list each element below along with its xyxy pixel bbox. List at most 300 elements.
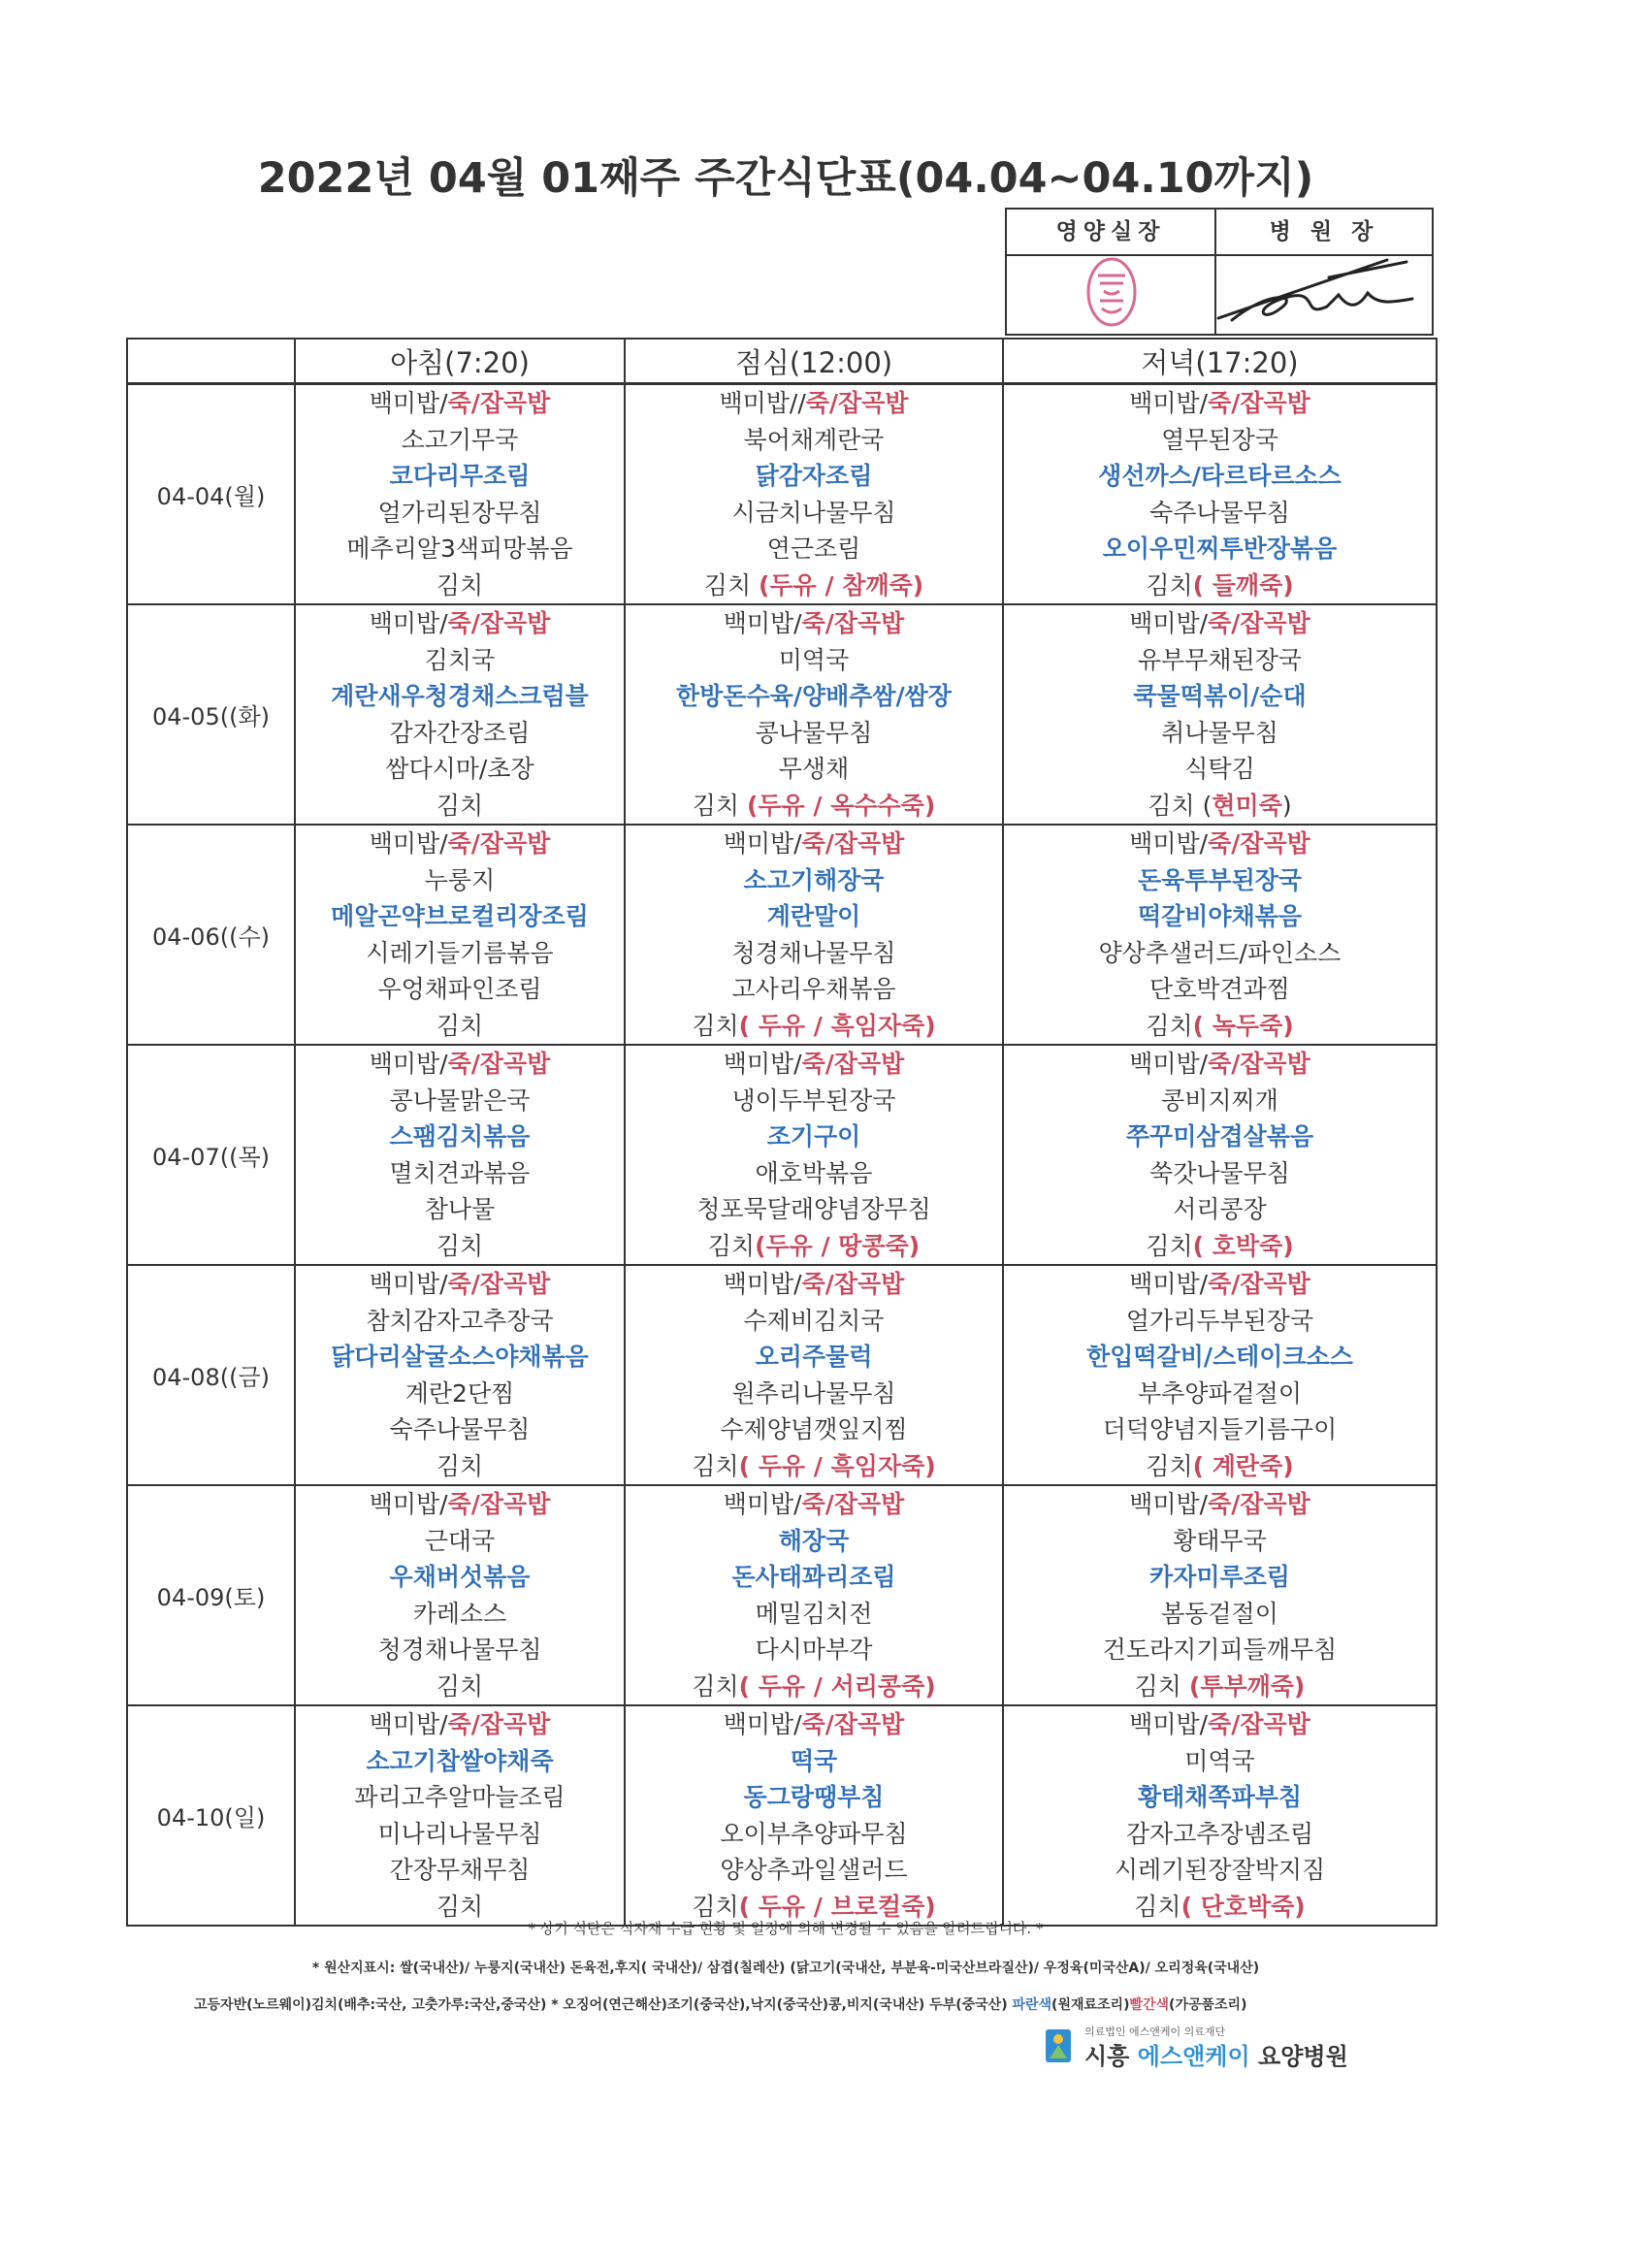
menu-item <box>626 715 1002 752</box>
menu-item-text: 백미밥/ <box>369 389 448 417</box>
menu-item-text: 백미밥/ <box>369 1050 448 1078</box>
menu-item-alt: ( 두유 / 브로컬죽) <box>738 1892 936 1921</box>
menu-item <box>1004 1118 1436 1155</box>
menu-item-text: 메추리알3색피망볶음 <box>346 535 573 563</box>
menu-item <box>1004 422 1436 459</box>
meal-cell-dinner <box>1003 604 1437 825</box>
menu-item-text: 김치 <box>436 1892 484 1921</box>
menu-item-text: 참치감자고추장국 <box>366 1306 554 1335</box>
menu-item <box>626 1706 1002 1743</box>
menu-item-alt: ( 호박죽) <box>1192 1231 1294 1260</box>
menu-item <box>626 567 1002 604</box>
menu-item <box>1004 1632 1436 1669</box>
menu-item-text: 김치국 <box>424 645 496 674</box>
menu-item-text: 동그랑땡부침 <box>743 1783 885 1811</box>
meal-cell-lunch <box>625 384 1003 605</box>
menu-item <box>626 1486 1002 1523</box>
menu-item <box>296 1852 624 1889</box>
menu-item-text: 부추양파겉절이 <box>1137 1378 1303 1408</box>
menu-item-text: 김치 <box>692 1011 739 1040</box>
menu-item <box>296 1339 624 1376</box>
menu-item <box>296 715 624 752</box>
menu-item-text: 떡국 <box>790 1746 838 1775</box>
blue-legend-desc: (원재료조리) <box>1051 1997 1130 2013</box>
menu-item-text: 메밀김치전 <box>755 1599 873 1628</box>
menu-item-text: 메알곤약브로컬리장조림 <box>331 902 589 930</box>
menu-item <box>1004 826 1436 862</box>
menu-item-text: 유부무채된장국 <box>1137 645 1303 674</box>
menu-item-text: 코다리무조림 <box>389 462 531 490</box>
menu-item-text: 김치 <box>436 791 484 820</box>
menu-item <box>1004 1266 1436 1303</box>
menu-item <box>1004 1083 1436 1119</box>
menu-item <box>1004 458 1436 495</box>
day-date: 04-06((수) <box>127 825 295 1045</box>
menu-item-text: 감자고추장녬조림 <box>1125 1819 1314 1848</box>
menu-item-text: 김치 <box>707 1231 756 1260</box>
menu-item-text: 식탁김 <box>1184 755 1255 783</box>
menu-item <box>1004 605 1436 642</box>
menu-item <box>296 1779 624 1816</box>
menu-item-text: 김치 <box>1146 1451 1193 1480</box>
menu-item-alt: 죽/잡곡밥 <box>1208 389 1310 417</box>
meal-cell-dinner <box>1003 1705 1437 1926</box>
menu-item <box>296 971 624 1008</box>
meal-cell-lunch <box>625 604 1003 825</box>
menu-item <box>1004 862 1436 899</box>
menu-item <box>1004 1816 1436 1853</box>
menu-item <box>626 1191 1002 1228</box>
menu-item-text: 김치 <box>1146 1011 1193 1040</box>
menu-item <box>296 788 624 825</box>
menu-item-alt: 죽/잡곡밥 <box>447 829 551 858</box>
menu-item <box>1004 1046 1436 1083</box>
menu-item <box>296 458 624 495</box>
menu-item <box>626 751 1002 788</box>
menu-item-alt: 죽/잡곡밥 <box>801 1270 905 1298</box>
table-row <box>127 384 1437 605</box>
menu-item-text: 오이우민찌투반장볶음 <box>1102 535 1338 563</box>
menu-item <box>1004 1706 1436 1743</box>
menu-item-text: 오리주물럭 <box>755 1343 873 1371</box>
menu-item-text: 김치 <box>692 791 747 820</box>
menu-item-alt: 죽/잡곡밥 <box>1208 1050 1310 1078</box>
menu-item <box>296 1523 624 1560</box>
menu-item <box>1004 1339 1436 1376</box>
menu-item-alt: 죽/잡곡밥 <box>447 1710 551 1738</box>
menu-item-text: 멸치견과볶음 <box>389 1158 531 1187</box>
menu-item-text: 청경채나물무침 <box>731 938 896 967</box>
day-date: 04-10(일) <box>127 1705 295 1926</box>
weekly-menu-table <box>126 338 1438 1927</box>
menu-item-text: 백미밥/ <box>1129 1710 1209 1738</box>
meal-cell-breakfast <box>295 825 625 1045</box>
menu-item-text: 돈육투부된장국 <box>1137 865 1303 894</box>
menu-item <box>1004 1743 1436 1780</box>
menu-item-text: 더덕양념지들기름구이 <box>1102 1415 1338 1443</box>
menu-item-text: 콩나물맑은국 <box>389 1085 531 1115</box>
menu-item-text: 백미밥/ <box>723 1270 802 1298</box>
meal-cell-lunch <box>625 825 1003 1045</box>
menu-item-alt: ( 두유 / 흑임자죽) <box>738 1451 936 1480</box>
menu-item-alt: (투부깨죽) <box>1188 1671 1306 1701</box>
menu-item-alt: 죽/잡곡밥 <box>1208 609 1310 637</box>
menu-item-alt: 죽/잡곡밥 <box>447 609 551 637</box>
menu-item <box>296 1448 624 1485</box>
menu-item-text: 쑥갓나물무침 <box>1149 1158 1290 1187</box>
menu-item <box>1004 971 1436 1008</box>
menu-item <box>1004 1523 1436 1560</box>
table-row <box>127 604 1437 825</box>
menu-item <box>626 1632 1002 1669</box>
day-date: 04-04(월) <box>127 384 295 605</box>
menu-item <box>626 1669 1002 1705</box>
menu-item <box>1004 935 1436 972</box>
menu-item <box>296 862 624 899</box>
menu-item <box>626 678 1002 715</box>
hospital-logo-icon <box>1044 2025 1073 2064</box>
menu-item-text: 오이부추양파무침 <box>720 1819 908 1848</box>
menu-item-text: 스팸김치볶음 <box>389 1122 531 1150</box>
menu-item <box>296 1083 624 1119</box>
menu-item-text: 떡갈비야채볶음 <box>1137 902 1303 930</box>
meal-cell-breakfast <box>295 604 625 825</box>
menu-item <box>296 642 624 679</box>
menu-item-text: 참나물 <box>424 1195 496 1223</box>
menu-item-suffix: ) <box>1281 791 1292 820</box>
menu-item-alt: 죽/잡곡밥 <box>447 1490 551 1518</box>
day-date: 04-07((목) <box>127 1045 295 1265</box>
page-title: 2022년 04월 01째주 주간식단표(04.04~04.10까지) <box>257 154 1314 203</box>
menu-item-text: 계란2단찜 <box>404 1378 515 1408</box>
header-dinner: 저녁(17:20) <box>1003 339 1437 384</box>
menu-item-alt: 죽/잡곡밥 <box>1208 1710 1310 1738</box>
menu-item <box>296 1046 624 1083</box>
menu-item-text: 북어채계란국 <box>743 425 885 454</box>
meal-cell-breakfast <box>295 1045 625 1265</box>
table-row <box>127 1705 1437 1926</box>
menu-item-text: 근대국 <box>424 1526 496 1555</box>
menu-item-text: 시금치나물무침 <box>731 498 896 527</box>
menu-item-text: 닭감자조림 <box>755 462 873 490</box>
header-breakfast: 아침(7:20) <box>295 339 625 384</box>
menu-item <box>296 1118 624 1155</box>
menu-item <box>296 678 624 715</box>
menu-item-text: 양상추과일샐러드 <box>720 1856 908 1884</box>
day-date: 04-09(토) <box>127 1485 295 1705</box>
menu-item <box>626 531 1002 567</box>
menu-item <box>626 1008 1002 1045</box>
menu-item <box>626 1596 1002 1633</box>
menu-item <box>296 826 624 862</box>
meal-cell-dinner <box>1003 1265 1437 1485</box>
menu-item-alt: 죽/잡곡밥 <box>447 389 551 417</box>
menu-item <box>296 1155 624 1192</box>
menu-item-text: 서리콩장 <box>1173 1195 1267 1223</box>
menu-item-alt: 죽/잡곡밥 <box>801 829 905 858</box>
menu-item-text: 조기구이 <box>766 1122 861 1150</box>
menu-item-text: 쿡물떡볶이/순대 <box>1133 682 1307 710</box>
menu-item-text: 취나물무침 <box>1161 718 1278 747</box>
menu-item <box>1004 1559 1436 1596</box>
menu-item-text: 누룽지 <box>424 865 496 894</box>
menu-item <box>296 898 624 935</box>
menu-item <box>1004 1669 1436 1705</box>
meal-cell-breakfast <box>295 1485 625 1705</box>
header-blank <box>127 339 295 384</box>
menu-item-text: 백미밥/ <box>723 829 802 858</box>
menu-item-text: 백미밥/ <box>1129 609 1209 637</box>
menu-item-alt: ( 들깨죽) <box>1192 570 1294 599</box>
menu-item-text: 청경채나물무침 <box>377 1636 542 1664</box>
menu-item-text: 간장무채무침 <box>389 1856 531 1884</box>
menu-item-text: 연근조림 <box>766 535 861 563</box>
menu-item-text: 계란새우청경채스크럼블 <box>331 682 589 710</box>
menu-item <box>626 826 1002 862</box>
menu-item <box>296 935 624 972</box>
menu-item <box>626 385 1002 422</box>
menu-item <box>1004 1191 1436 1228</box>
menu-item-text: 김치 ( <box>1148 791 1212 820</box>
meal-cell-dinner <box>1003 825 1437 1045</box>
menu-item-text: 청포묵달래양념장무침 <box>696 1195 931 1223</box>
menu-item <box>1004 898 1436 935</box>
menu-item-text: 소고기해장국 <box>743 865 885 894</box>
menu-item-text: 김치 <box>692 1892 739 1921</box>
menu-item <box>296 1596 624 1633</box>
menu-item-text: 애호박볶음 <box>755 1158 873 1187</box>
table-row <box>127 1265 1437 1485</box>
menu-item <box>626 1523 1002 1560</box>
menu-item <box>296 1706 624 1743</box>
menu-item-text: 감자간장조림 <box>389 718 531 747</box>
menu-item-alt: 죽/잡곡밥 <box>447 1050 551 1078</box>
menu-item <box>296 1008 624 1045</box>
menu-item-text: 건도라지기피들깨무침 <box>1102 1636 1338 1664</box>
blue-legend: 파란색 <box>1012 1997 1052 2013</box>
meal-cell-breakfast <box>295 1265 625 1485</box>
red-legend-desc: (가공품조리) <box>1169 1997 1247 2013</box>
menu-item <box>1004 1411 1436 1448</box>
menu-item <box>626 1852 1002 1889</box>
menu-item-text: 김치 <box>1146 1231 1193 1260</box>
menu-item-text: 원추리나물무침 <box>731 1378 896 1408</box>
menu-item <box>1004 567 1436 604</box>
menu-item <box>626 642 1002 679</box>
hospital-logo <box>1044 2024 1348 2070</box>
menu-item-alt: 죽/잡곡밥 <box>1208 829 1310 858</box>
director-signature <box>1212 250 1416 338</box>
menu-item-text: 김치 <box>1134 1892 1181 1921</box>
menu-item-text: 다시마부각 <box>755 1636 873 1664</box>
menu-item <box>296 531 624 567</box>
day-date: 04-08((금) <box>127 1265 295 1485</box>
menu-item <box>626 1266 1002 1303</box>
menu-item <box>626 422 1002 459</box>
menu-item-text: 백미밥/ <box>369 1270 448 1298</box>
menu-item-text: 백미밥/ <box>723 1710 802 1738</box>
menu-item <box>296 1191 624 1228</box>
menu-item-alt: 죽/잡곡밥 <box>801 1050 905 1078</box>
menu-item <box>626 1779 1002 1816</box>
menu-item-text: 김치 <box>703 570 760 599</box>
menu-item <box>626 1339 1002 1376</box>
menu-item-text: 콩나물무침 <box>755 718 873 747</box>
menu-item-alt: (두유 / 참깨죽) <box>759 570 924 599</box>
menu-item-alt: 죽/잡곡밥 <box>805 389 909 417</box>
menu-item-text: 우채버섯볶음 <box>389 1563 531 1591</box>
menu-item <box>626 1376 1002 1412</box>
menu-item-alt: 죽/잡곡밥 <box>447 1270 551 1298</box>
red-legend: 빨간색 <box>1129 1997 1170 2013</box>
menu-item <box>626 458 1002 495</box>
menu-item <box>626 1083 1002 1119</box>
menu-item <box>296 495 624 532</box>
menu-item-text: 냉이두부된장국 <box>731 1085 896 1115</box>
table-row <box>127 825 1437 1045</box>
approval-header-nutrition-chief: 영양실장 <box>1007 210 1216 256</box>
menu-item-text: 김치 <box>1146 570 1193 599</box>
menu-item-text: 수제양념깻잎지찜 <box>720 1415 908 1443</box>
menu-item <box>626 1303 1002 1340</box>
menu-item-text: 미역국 <box>1184 1746 1255 1775</box>
menu-item <box>626 495 1002 532</box>
menu-item-text: 백미밥// <box>719 389 806 417</box>
menu-item <box>626 605 1002 642</box>
menu-item <box>296 1228 624 1265</box>
menu-item <box>296 422 624 459</box>
menu-item-alt: (두유 / 땅콩죽) <box>755 1231 921 1260</box>
menu-item-text: 시레기들기름볶음 <box>366 938 554 967</box>
menu-item <box>626 1816 1002 1853</box>
menu-item <box>1004 1228 1436 1265</box>
meal-cell-dinner <box>1003 384 1437 605</box>
menu-item <box>1004 1008 1436 1045</box>
menu-item-text: 백미밥/ <box>369 829 448 858</box>
menu-item <box>1004 531 1436 567</box>
menu-item <box>296 1486 624 1523</box>
hospital-foundation-text: 의료법인 에스앤케이 의료재단 <box>1084 2025 1226 2038</box>
red-seal-stamp <box>1083 254 1141 330</box>
menu-item-alt: (두유 / 옥수수죽) <box>746 791 936 820</box>
table-row <box>127 1045 1437 1265</box>
menu-item-text: 얼가리두부된장국 <box>1125 1306 1314 1335</box>
menu-item-text: 김치 <box>436 570 484 599</box>
menu-item-text: 쭈꾸미삼겹살볶음 <box>1125 1122 1314 1150</box>
menu-item-alt: ( 단호박죽) <box>1180 1892 1306 1921</box>
menu-item <box>1004 385 1436 422</box>
meal-cell-lunch <box>625 1705 1003 1926</box>
meal-cell-breakfast <box>295 384 625 605</box>
menu-item-alt: ( 두유 / 흑임자죽) <box>738 1011 936 1040</box>
menu-item-text: 한방돈수육/양배추쌈/쌈장 <box>676 682 952 710</box>
menu-item-text: 백미밥/ <box>369 1710 448 1738</box>
menu-item-text: 백미밥/ <box>1129 1270 1209 1298</box>
menu-item-text: 소고기찹쌀야채죽 <box>366 1746 554 1775</box>
menu-item-text: 숙주나물무침 <box>389 1415 531 1443</box>
menu-item <box>296 1632 624 1669</box>
menu-item-text: 백미밥/ <box>1129 1050 1209 1078</box>
meal-cell-lunch <box>625 1265 1003 1485</box>
menu-item-text: 쌈다시마/초장 <box>385 755 534 783</box>
menu-item-text: 백미밥/ <box>369 609 448 637</box>
menu-item-text: 김치 <box>692 1671 739 1701</box>
menu-item-text: 봄동겉절이 <box>1161 1599 1278 1628</box>
meal-cell-dinner <box>1003 1045 1437 1265</box>
origin-text: 고등자반(노르웨이)김치(배추:국산, 고춧가루:국산,중국산) * 오징어(연근해산)조기(중국산),낙지(중국산)콩,비지(국내산) 두부(중국산) <box>194 1997 1013 2013</box>
menu-item-text: 백미밥/ <box>1129 389 1209 417</box>
menu-item <box>296 1816 624 1853</box>
menu-item-text: 생선까스/타르타르소스 <box>1098 462 1342 490</box>
change-notice: * 상기 식단은 식자재 수급 현황 및 일정에 의해 변경될 수 있음을 알려드립니다. * <box>528 1920 1044 1937</box>
menu-item-text: 돈사태꽈리조림 <box>731 1563 896 1591</box>
menu-item <box>296 751 624 788</box>
menu-item <box>626 1155 1002 1192</box>
menu-item-text: 백미밥/ <box>369 1490 448 1518</box>
menu-item-alt: 죽/잡곡밥 <box>801 609 905 637</box>
menu-item <box>296 1376 624 1412</box>
menu-item <box>1004 642 1436 679</box>
menu-item-text: 수제비김치국 <box>743 1306 885 1335</box>
meal-cell-dinner <box>1003 1485 1437 1705</box>
menu-item <box>296 1743 624 1780</box>
hospital-name: 시흥 에스앤케이 요양병원 <box>1084 2043 1348 2070</box>
meal-cell-lunch <box>625 1045 1003 1265</box>
menu-item-text: 무생채 <box>778 755 850 783</box>
menu-item-alt: 죽/잡곡밥 <box>1208 1490 1310 1518</box>
menu-item <box>1004 1596 1436 1633</box>
approval-header-director: 병 원 장 <box>1216 210 1432 256</box>
header-lunch: 점심(12:00) <box>625 339 1003 384</box>
meal-cell-lunch <box>625 1485 1003 1705</box>
menu-item <box>626 1046 1002 1083</box>
menu-item-text: 카레소스 <box>412 1599 507 1628</box>
menu-item <box>1004 751 1436 788</box>
menu-item <box>626 1559 1002 1596</box>
menu-item-text: 한입떡갈비/스테이크소스 <box>1086 1343 1353 1371</box>
menu-item-text: 미나리나물무침 <box>377 1819 542 1848</box>
menu-item <box>1004 495 1436 532</box>
menu-item <box>626 1448 1002 1485</box>
menu-item-text: 백미밥/ <box>723 1050 802 1078</box>
menu-item <box>626 935 1002 972</box>
menu-item <box>626 1228 1002 1265</box>
menu-item <box>296 385 624 422</box>
menu-item-text: 소고기무국 <box>401 425 519 454</box>
menu-item <box>626 862 1002 899</box>
menu-item-text: 황태채쪽파부침 <box>1137 1783 1303 1811</box>
menu-item <box>626 898 1002 935</box>
menu-item-text: 콩비지찌개 <box>1161 1085 1278 1115</box>
menu-item <box>1004 1376 1436 1412</box>
menu-item-text: 고사리우채볶음 <box>731 975 896 1003</box>
menu-item-alt: ( 두유 / 서리콩죽) <box>738 1671 936 1701</box>
menu-item-text: 닭다리살굴소스야채볶음 <box>331 1343 589 1371</box>
table-row <box>127 1485 1437 1705</box>
menu-item-text: 우엉채파인조림 <box>377 975 542 1003</box>
menu-item <box>1004 1486 1436 1523</box>
menu-item-text: 김치 <box>692 1451 739 1480</box>
menu-item-alt: ( 계란죽) <box>1192 1451 1294 1480</box>
day-date: 04-05((화) <box>127 604 295 825</box>
menu-item-text: 백미밥/ <box>1129 829 1209 858</box>
menu-item-alt: 죽/잡곡밥 <box>1208 1270 1310 1298</box>
menu-item-text: 양상추샐러드/파인소스 <box>1098 938 1342 967</box>
menu-item-text: 카자미루조림 <box>1149 1563 1290 1591</box>
menu-item-text: 황태무국 <box>1173 1526 1267 1555</box>
menu-item <box>626 1411 1002 1448</box>
menu-item-text: 김치 <box>436 1231 484 1260</box>
